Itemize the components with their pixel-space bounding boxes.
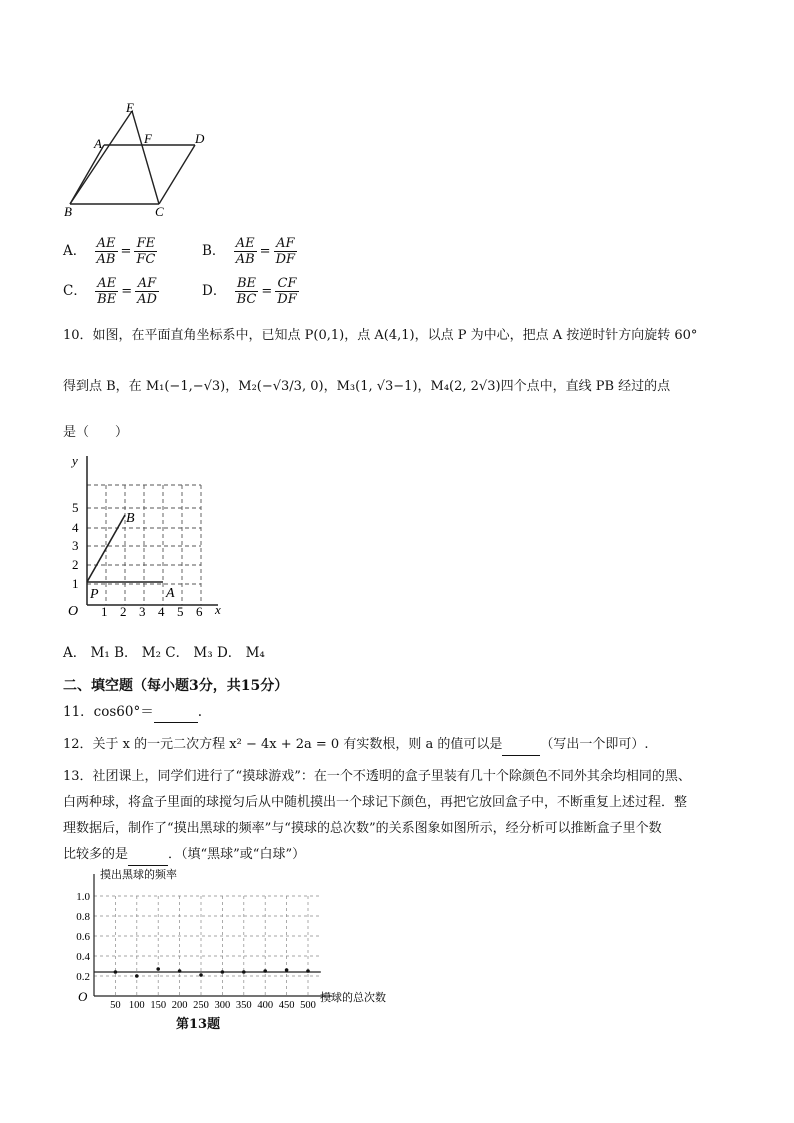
x-tick-label: 250 xyxy=(193,1000,209,1008)
x-axis-title: 摸球的总次数 xyxy=(320,992,386,1004)
data-point xyxy=(242,970,246,974)
axis-x-label: x xyxy=(215,602,221,617)
x-tick-label: 450 xyxy=(278,1000,295,1008)
label-a: A xyxy=(94,136,102,151)
q12-answer-blank[interactable] xyxy=(502,735,540,756)
q11-text: 11．cos60°＝ xyxy=(63,704,154,720)
x-tick-label: 100 xyxy=(128,1000,145,1008)
data-point xyxy=(199,973,203,977)
option-label: B． xyxy=(202,243,226,259)
point-m4: M₄(2, 2√3) xyxy=(430,379,501,394)
q13-line4 xyxy=(63,845,305,866)
x-tick: 3 xyxy=(139,604,146,619)
label-c: C xyxy=(155,204,164,219)
q12-suffix: （写出一个即可）. xyxy=(540,737,649,752)
q13-line2: 白两种球，将盒子里面的球搅匀后从中随机摸出一个球记下颜色，再把它放回盒子中，不断重复上述过程．整 xyxy=(63,795,688,810)
q9-option-a[interactable]: A． $\frac{AE}{AB}$ = $\frac{FE}{FC}$ xyxy=(63,236,156,267)
q10-line2: 得到点 B，在 M₁(−1,−√3)，M₂(−√3/3, 0)，M₃(1, √3−1)，M₄(2, 2√3)四个点中，直线 PB 经过的点 xyxy=(63,379,671,394)
x-tick: 5 xyxy=(177,604,184,619)
data-point xyxy=(306,969,310,973)
q10-line1: 10．如图，在平面直角坐标系中，已知点 P(0,1)，点 A(4,1)，以点 P 为中心，把点 A 按逆时针方向旋转 60° xyxy=(63,328,698,343)
point-p-label: P xyxy=(90,587,99,602)
label-e: E xyxy=(126,100,134,115)
q9-option-b[interactable]: B． $\frac{AE}{AB}$ = $\frac{AF}{DF}$ xyxy=(202,236,296,267)
y-axis-title: 摸出黑球的频率 xyxy=(100,869,177,881)
point-m2: M₂(−√3/3, 0) xyxy=(238,379,324,394)
q11-suffix: . xyxy=(197,704,203,720)
fraction: $\frac{BE}{BC}$ xyxy=(236,276,257,307)
x-tick-label: 400 xyxy=(257,1000,274,1008)
option-label: A． xyxy=(63,243,87,259)
option-label: C． xyxy=(63,283,87,299)
data-point xyxy=(178,969,182,973)
chart-grid xyxy=(94,896,321,996)
x-tick: 1 xyxy=(101,604,108,619)
q10-line2-end: 四个点中，直线 PB 经过的点 xyxy=(500,379,671,394)
data-point xyxy=(221,970,225,974)
y-tick-label: 0.6 xyxy=(76,931,90,943)
data-point xyxy=(135,974,139,978)
data-point xyxy=(114,970,118,974)
q13-line4-start: 比较多的是 xyxy=(63,847,129,862)
q10-options[interactable]: A． M₁ B． M₂ C． M₃ D． M₄ xyxy=(63,645,265,661)
q13-chart xyxy=(60,868,400,1008)
chart-origin: O xyxy=(78,989,88,1004)
y-tick-label: 1.0 xyxy=(76,891,90,903)
y-tick-labels xyxy=(76,891,90,983)
fraction: $\frac{AE}{BE}$ xyxy=(97,276,117,307)
axis-y-label: y xyxy=(72,453,78,468)
q13-answer-blank[interactable] xyxy=(128,845,168,866)
x-tick-labels xyxy=(110,1000,316,1008)
section-title: 二、填空题（每小题3分，共15分） xyxy=(63,678,289,694)
point-a-label: A xyxy=(166,586,175,601)
data-point xyxy=(285,968,289,972)
data-point xyxy=(263,969,267,973)
x-tick-label: 200 xyxy=(171,1000,188,1008)
x-tick: 4 xyxy=(158,604,165,619)
y-tick-label: 0.2 xyxy=(76,971,90,983)
x-tick-label: 500 xyxy=(300,1000,316,1008)
x-tick-label: 350 xyxy=(235,1000,252,1008)
point-m1: M₁(−1,−√3) xyxy=(145,379,226,394)
point-m3: M₃(1, √3−1) xyxy=(336,379,418,394)
x-tick-label: 50 xyxy=(110,1000,121,1008)
x-tick-label: 150 xyxy=(150,1000,167,1008)
q11-answer-blank[interactable] xyxy=(154,702,198,723)
point-b-label: B xyxy=(126,511,135,526)
q13-line4-end: ．（填“黑球”或“白球”） xyxy=(168,847,306,862)
fraction: $\frac{AF}{DF}$ xyxy=(275,236,296,267)
fraction: $\frac{CF}{DF}$ xyxy=(277,276,297,307)
fraction: $\frac{AF}{AD}$ xyxy=(137,276,157,307)
q10-line2-start: 得到点 B，在 xyxy=(63,379,146,394)
y-tick: 5 xyxy=(72,500,79,515)
y-tick: 4 xyxy=(72,520,79,535)
label-f: F xyxy=(144,131,152,146)
y-tick-label: 0.4 xyxy=(76,951,90,963)
q9-option-c[interactable]: C． $\frac{AE}{BE}$ = $\frac{AF}{AD}$ xyxy=(63,276,157,307)
q13-line3: 理数据后，制作了“摸出黑球的频率”与“摸球的总次数”的关系图象如图所示，经分析可以推断盒子里个数 xyxy=(63,821,662,836)
fraction: $\frac{AE}{AB}$ xyxy=(235,236,255,267)
y-tick: 3 xyxy=(72,538,79,553)
label-d: D xyxy=(195,131,205,146)
y-tick: 1 xyxy=(72,576,79,591)
q12 xyxy=(63,735,648,756)
data-point xyxy=(156,967,160,971)
origin-label: O xyxy=(68,604,79,619)
q13-line1: 13．社团课上，同学们进行了“摸球游戏”：在一个不透明的盒子里装有几十个除颜色不同外其余均相同的黑、 xyxy=(63,769,691,784)
q10-line3: 是（ ） xyxy=(63,425,129,440)
x-tick-label: 300 xyxy=(214,1000,231,1008)
x-tick: 2 xyxy=(120,604,127,619)
y-tick: 2 xyxy=(72,557,79,572)
q9-figure xyxy=(58,98,218,220)
q11 xyxy=(63,702,202,723)
x-tick: 6 xyxy=(196,604,203,619)
label-b: B xyxy=(64,204,72,219)
fraction: $\frac{FE}{FC}$ xyxy=(136,236,156,267)
q10-graph xyxy=(58,450,233,622)
y-tick-label: 0.8 xyxy=(76,911,90,923)
fraction: $\frac{AE}{AB}$ xyxy=(96,236,116,267)
option-label: D． xyxy=(202,283,227,299)
q13-caption: 第13题 xyxy=(176,1017,221,1032)
q9-option-d[interactable]: D． $\frac{BE}{BC}$ = $\frac{CF}{DF}$ xyxy=(202,276,297,307)
q12-text: 12．关于 x 的一元二次方程 x² − 4x + 2a = 0 有实数根，则 a 的值可以是 xyxy=(63,737,503,752)
